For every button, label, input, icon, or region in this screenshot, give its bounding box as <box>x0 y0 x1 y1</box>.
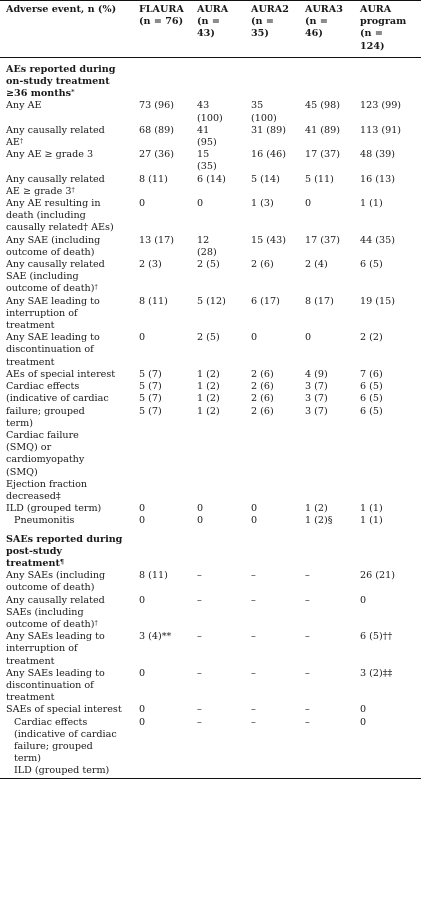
table-cell: 0 <box>139 716 146 728</box>
table-cell: 0 <box>360 704 367 716</box>
row-label-text: Any SAE leading to discontinuation of treatment <box>6 332 100 368</box>
table-cell: 0 <box>139 198 146 210</box>
table-row <box>0 717 421 779</box>
table-cell: 0 <box>305 198 312 210</box>
table-row <box>0 369 421 381</box>
section-label-text: SAEs reported during post-study treatment <box>6 533 123 569</box>
table-row <box>0 100 421 124</box>
row-label-text: Any SAEs (including outcome of death) <box>6 570 106 594</box>
section-label <box>0 528 421 571</box>
row-label <box>0 595 133 632</box>
table-row <box>0 235 421 259</box>
footnote-marker: ¶ <box>59 557 65 566</box>
row-label <box>0 381 133 503</box>
row-label-text: Any causally related SAE (including outcome of death) <box>6 259 105 295</box>
row-label <box>0 332 133 369</box>
row-label <box>0 198 133 235</box>
table-cell: – <box>197 667 202 679</box>
table-header <box>0 1 421 58</box>
row-label <box>0 100 133 124</box>
table-cell: 73 (96) <box>139 100 174 112</box>
table-cell: 8 (11) <box>139 295 168 307</box>
table-cell: – <box>197 594 202 606</box>
header-aura2: AURA2 (n = 35) <box>251 4 289 40</box>
row-label-text: Cardiac effects (indicative of cardiac failure; grouped term) ILD (grouped term) <box>14 716 117 777</box>
table-cell: 44 (35) <box>360 234 395 246</box>
footnote-marker: † <box>94 618 98 627</box>
section-header-row <box>0 528 421 571</box>
row-label-text: Cardiac effects (indicative of cardiac failure; grouped term) Cardiac failure (SMQ) or cardiomyopathy (SMQ) Ejection fraction decreased‡ <box>6 381 109 502</box>
table-cell: 35 (100) <box>251 100 277 124</box>
table-cell: 4 (9) <box>305 368 328 380</box>
table-cell: 0 <box>139 594 146 606</box>
row-label-text: Pneumonitis <box>14 515 75 527</box>
table-cell: 0 <box>251 515 258 527</box>
table-cell: 1 (1) <box>360 503 383 515</box>
table-cell: – <box>251 570 256 582</box>
table-cell: 17 (37) <box>305 149 340 161</box>
footnote-marker: * <box>71 88 75 97</box>
row-label <box>0 149 133 173</box>
table-cell: 0 <box>139 332 146 344</box>
row-label <box>0 503 133 515</box>
table-cell: 2 (6) <box>251 368 274 380</box>
table-cell: 7 (6) <box>360 368 383 380</box>
row-label <box>0 631 133 668</box>
table-cell: – <box>305 716 310 728</box>
row-label <box>0 717 133 779</box>
table-cell: 8 (17) <box>305 295 334 307</box>
table-cell: 0 <box>360 594 367 606</box>
section-label <box>0 57 421 100</box>
table-cell: 2 (2) <box>360 332 383 344</box>
table-row <box>0 515 421 527</box>
table-cell: 43 (100) <box>197 100 223 124</box>
table-cell: 5 (14) <box>251 173 280 185</box>
table-cell: 0 <box>139 667 146 679</box>
table-cell: – <box>197 570 202 582</box>
table-cell: 6 (14) <box>197 173 226 185</box>
table-cell: – <box>251 667 256 679</box>
table-cell: – <box>197 716 202 728</box>
table-cell: 5 (12) <box>197 295 226 307</box>
row-label <box>0 369 133 381</box>
table-cell: 0 <box>197 515 204 527</box>
table-cell: 0 <box>139 704 146 716</box>
table-cell: – <box>305 570 310 582</box>
footnote-marker: † <box>71 185 75 194</box>
table-cell: 0 <box>305 332 312 344</box>
table-cell: 3 (2)‡‡ <box>360 667 393 679</box>
table-cell: 0 <box>139 515 146 527</box>
table-cell: 113 (91) <box>360 124 402 136</box>
table-cell: – <box>197 631 202 643</box>
table-cell: – <box>305 704 310 716</box>
table-cell: 8 (11) <box>139 570 168 582</box>
table-row <box>0 296 421 333</box>
table-cell: 2 (6) 2 (6) 2 (6) <box>251 381 274 417</box>
table-cell: 16 (46) <box>251 149 286 161</box>
table-cell: 6 (5) 6 (5) 6 (5) <box>360 381 383 417</box>
table-cell: 1 (2) <box>197 368 220 380</box>
table-cell: 45 (98) <box>305 100 340 112</box>
row-label-text: Any SAEs leading to discontinuation of treatment <box>6 667 105 704</box>
header-flaura: FLAURA (n = 76) <box>139 4 184 28</box>
row-label <box>0 570 133 594</box>
table-row <box>0 174 421 198</box>
table-cell: 6 (17) <box>251 295 280 307</box>
table-cell: 17 (37) <box>305 234 340 246</box>
table-row <box>0 381 421 503</box>
row-label-text: Any causally related SAEs (including outcome of death) <box>6 594 105 630</box>
table-cell: 0 <box>251 503 258 515</box>
footnote-marker: † <box>94 283 98 292</box>
table-cell: 0 <box>139 503 146 515</box>
table-cell: 5 (7) 5 (7) 5 (7) <box>139 381 162 417</box>
table-row <box>0 198 421 235</box>
row-label-text: Any SAEs leading to interruption of treatment <box>6 631 105 667</box>
table-row <box>0 125 421 149</box>
row-label-text: Any AE <box>6 100 42 112</box>
row-label <box>0 515 133 527</box>
table-cell: – <box>305 594 310 606</box>
table-cell: 41 (95) <box>197 124 217 149</box>
table-cell: 26 (21) <box>360 570 395 582</box>
table-body <box>0 57 421 778</box>
row-label-text: Any causally related AE ≥ grade 3 <box>6 173 105 197</box>
row-label-text: Any AE ≥ grade 3 <box>6 149 94 161</box>
table-cell: 1 (1) <box>360 515 383 527</box>
table-cell: 2 (5) <box>197 332 220 344</box>
table-cell: 1 (2) <box>305 503 328 515</box>
table-cell: 0 <box>251 332 258 344</box>
table-cell: 0 <box>197 198 204 210</box>
header-row <box>0 1 421 58</box>
row-label-text: Any SAE leading to interruption of treatment <box>6 295 100 332</box>
table-cell: – <box>305 631 310 643</box>
table-row <box>0 595 421 632</box>
table-row <box>0 704 421 716</box>
row-label <box>0 668 133 705</box>
table-cell: 2 (5) <box>197 259 220 271</box>
table-cell: 0 <box>197 503 204 515</box>
table-cell: 1 (2) 1 (2) 1 (2) <box>197 381 220 417</box>
table-cell: 12 (28) <box>197 234 217 258</box>
row-label <box>0 296 133 333</box>
table-cell: 41 (89) <box>305 124 340 136</box>
table-cell: – <box>197 704 202 716</box>
table-row <box>0 668 421 705</box>
section-label-text: AEs reported during on-study treatment ≥36 months <box>6 63 116 100</box>
table-cell: 15 (43) <box>251 234 286 246</box>
table-cell: 123 (99) <box>360 100 402 112</box>
row-label <box>0 174 133 198</box>
row-label <box>0 259 133 296</box>
table-cell: 2 (3) <box>139 259 162 271</box>
table-cell: 13 (17) <box>139 234 174 246</box>
table-cell: 1 (1) <box>360 198 383 210</box>
table-cell: 5 (11) <box>305 173 334 185</box>
table-cell: 48 (39) <box>360 149 395 161</box>
row-label <box>0 704 133 716</box>
header-adverse-event: Adverse event, n (%) <box>6 4 117 15</box>
row-label <box>0 125 133 149</box>
table-row <box>0 332 421 369</box>
table-cell: – <box>251 716 256 728</box>
table-row <box>0 503 421 515</box>
table-cell: – <box>251 594 256 606</box>
row-label-text: Any AE resulting in death (including causally related† AEs) <box>6 198 114 234</box>
table-cell: 19 (15) <box>360 295 395 307</box>
table-cell: 3 (4)** <box>139 631 172 643</box>
table-cell: 6 (5) <box>360 259 383 271</box>
table-cell: 2 (4) <box>305 259 328 271</box>
table-row <box>0 149 421 173</box>
table-cell: 1 (2)§ <box>305 515 333 527</box>
header-aura: AURA (n = 43) <box>197 4 229 40</box>
footnote-marker: † <box>19 137 24 146</box>
table-row <box>0 631 421 668</box>
table-cell: – <box>251 704 256 716</box>
table-cell: 1 (3) <box>251 198 274 210</box>
row-label-text: AEs of special interest <box>6 368 116 380</box>
table-row <box>0 259 421 296</box>
table-cell: – <box>305 667 310 679</box>
table-cell: 68 (89) <box>139 124 174 136</box>
table-cell: – <box>251 631 256 643</box>
header-aura-program: AURA program (n = 124) <box>360 4 407 52</box>
table-cell: 2 (6) <box>251 259 274 271</box>
table-cell: 15 (35) <box>197 149 217 173</box>
table-cell: 3 (7) 3 (7) 3 (7) <box>305 381 328 417</box>
row-label-text: SAEs of special interest <box>6 704 122 716</box>
table-cell: 16 (13) <box>360 173 395 185</box>
row-label-text: Any causally related AE <box>6 124 105 149</box>
table-cell: 8 (11) <box>139 173 168 185</box>
table-row <box>0 570 421 594</box>
row-label-text: ILD (grouped term) <box>6 503 102 515</box>
row-label-text: Any SAE (including outcome of death) <box>6 234 101 258</box>
table-cell: 5 (7) <box>139 368 162 380</box>
row-label <box>0 235 133 259</box>
section-header-row <box>0 57 421 100</box>
table-cell: 0 <box>360 716 367 728</box>
table-cell: 31 (89) <box>251 124 286 136</box>
table-cell: 6 (5)†† <box>360 631 393 643</box>
table-cell: 27 (36) <box>139 149 174 161</box>
header-aura3: AURA3 (n = 46) <box>305 4 343 40</box>
